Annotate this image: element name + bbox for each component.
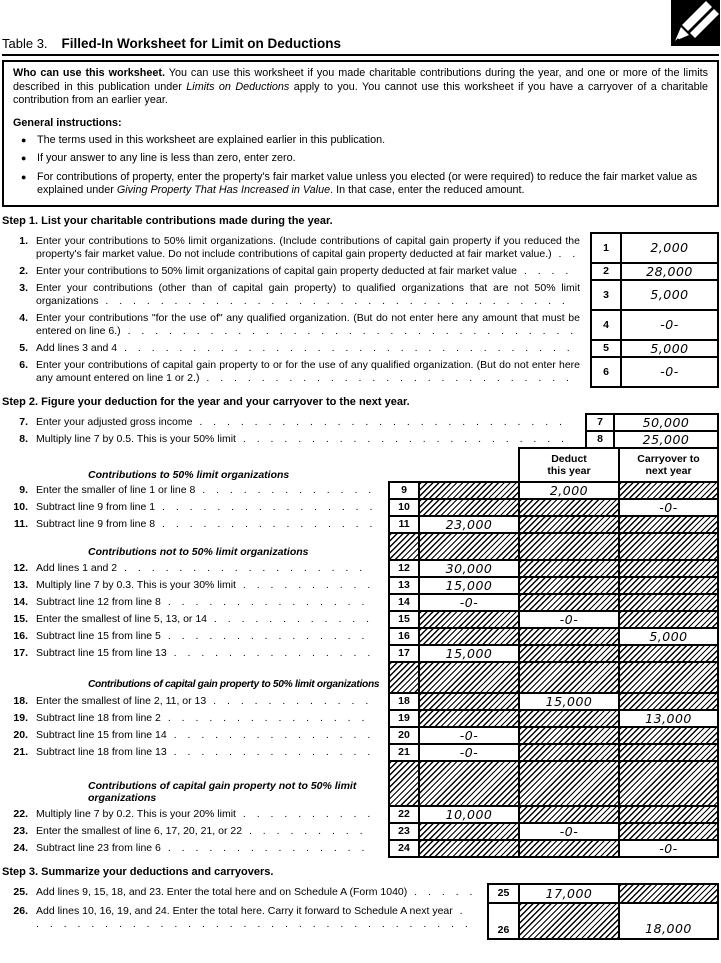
line-box-number: 19 [388, 709, 420, 728]
dot-leader: . . . . . . . . . . . . . . . . [155, 500, 377, 513]
line-box-number: 13 [388, 576, 420, 595]
line-10-carryover-value: -0- [618, 498, 719, 517]
hatched-cell [518, 760, 620, 807]
title-divider [2, 54, 719, 56]
line-number: 1. [19, 234, 28, 247]
dot-leader: . . . . . . . . . . . . . [195, 483, 376, 496]
bullet-item-2 [13, 152, 708, 166]
worksheet-line-4 [2, 309, 719, 341]
line-number: 11. [13, 517, 28, 530]
line-box-number: 12 [388, 559, 420, 578]
line-box-number: 22 [388, 805, 420, 824]
worksheet-line-25 [2, 883, 719, 904]
general-instructions-heading: General instructions: [13, 116, 122, 129]
line-box-number: 15 [388, 610, 420, 629]
line-number: 9. [19, 483, 28, 496]
line-16-carryover-value: 5,000 [618, 627, 719, 646]
subheading-cg-50: Contributions of capital gain property to 50% limit organizations [88, 679, 380, 690]
dot-leader: . . . . . . . . . . . . . . . [160, 841, 369, 854]
line-box-number: 3 [590, 279, 622, 311]
line-box-number: 14 [388, 593, 420, 612]
dot-leader: . . . . . . . . . . . . . . . [160, 629, 369, 642]
bullet-item-3 [13, 171, 708, 198]
dot-leader: . . . . . . . . . . . . [207, 612, 374, 625]
dot-leader: . . . . . . . . . . [235, 807, 375, 820]
section-spacer [2, 760, 719, 807]
worksheet-line-24 [2, 839, 719, 858]
who-can-use-lead: Who can use this worksheet. [13, 67, 165, 79]
hatched-cell [518, 532, 620, 561]
subheading-cg-50-container [2, 661, 388, 694]
line-number: 14. [13, 595, 28, 608]
table-label: Table 3. [2, 36, 48, 51]
bullet-text [37, 171, 708, 198]
line-text-content: Enter the smallest of line 5, 13, or 14 [36, 612, 208, 625]
line-box-number: 16 [388, 627, 420, 646]
line-text-content: Add lines 3 and 4 [36, 341, 118, 354]
line-8-value: 25,000 [613, 430, 719, 449]
line-number: 18. [13, 694, 28, 707]
dot-leader: . . . . . . . . . . . . . . . . . . . . . . . . [235, 432, 568, 445]
line-box-number: 5 [590, 339, 622, 358]
bullet-dot-icon: ● [21, 153, 27, 163]
page-title [2, 0, 719, 51]
line-22-amount-value: 10,000 [418, 805, 520, 824]
hatched-cell [518, 839, 620, 858]
hatched-cell [618, 532, 719, 561]
line-text [36, 232, 590, 264]
hatched-cell [618, 883, 719, 904]
line-number: 20. [13, 728, 28, 741]
dot-leader: . . . . . . . . . . . . . . . . . . [117, 561, 367, 574]
line-text-content: Enter your contributions "for the use of" any qualified organization. (But do not enter here any amount that must be entered on line 6.) [36, 311, 580, 337]
who-can-use-text: You can use this worksheet if you made charitable contributions during the year, and one or more of the limits described in this publication under [13, 67, 708, 93]
line-box-number: 18 [388, 692, 420, 711]
line-18-deduct-value: 15,000 [518, 692, 620, 711]
line-text-content: Subtract line 15 from line 5 [36, 629, 161, 642]
line-number: 21. [13, 745, 28, 758]
line-20-amount-value: -0- [418, 726, 520, 745]
line-text-content: Enter the smallest of line 2, 11, or 13 [36, 694, 207, 707]
hatched-cell [618, 661, 719, 694]
line-text-content: Subtract line 18 from line 13 [36, 745, 167, 758]
hatched-cell [618, 760, 719, 807]
line-number: 15. [13, 612, 28, 625]
line-box-number: 9 [388, 481, 420, 500]
dot-leader: . . . . . . . . . . . . . . . . . . . . . . . . . . . . . . . . . [120, 324, 578, 337]
line-number: 6. [19, 358, 28, 371]
hatched-cell [418, 760, 520, 807]
line-number: 4. [19, 311, 28, 324]
pencil-icon [671, 0, 720, 46]
who-can-use-paragraph [13, 67, 708, 108]
line-26-carryover-value: 18,000 [618, 902, 719, 940]
hatched-cell [518, 902, 620, 940]
line-11-amount-value: 23,000 [418, 515, 520, 534]
worksheet-line-26 [2, 902, 719, 940]
line-13-amount-value: 15,000 [418, 576, 520, 595]
line-text-content: Subtract line 12 from line 8 [36, 595, 161, 608]
line-number: 26. [13, 904, 28, 917]
line-25-deduct-value: 17,000 [518, 883, 620, 904]
deduct-this-year-header [518, 447, 620, 483]
line-box-number: 4 [590, 309, 622, 341]
line-2-value: 28,000 [620, 262, 719, 281]
section-spacer [2, 661, 719, 694]
dot-leader: . . . . . . . . . . . . . . . . . . . . . . . . . . . [192, 415, 566, 428]
line-number: 24. [13, 841, 28, 854]
line-text-content: Enter the smaller of line 1 or line 8 [36, 483, 196, 496]
line-text-content: Enter the smallest of line 6, 17, 20, 21, or 22 [36, 824, 243, 837]
line-number: 7. [19, 415, 28, 428]
header-line: Deduct [551, 452, 587, 465]
line-box-number: 11 [388, 515, 420, 534]
line-box-number: 25 [487, 883, 520, 904]
dot-leader: . . . . . [407, 885, 477, 898]
line-box-number: 26 [487, 902, 520, 940]
column-header-band [2, 447, 719, 483]
line-7-value: 50,000 [613, 413, 719, 432]
line-text [36, 356, 590, 388]
step1-heading: Step 1. List your charitable contributions made during the year. [2, 214, 333, 227]
line-number: 10. [13, 500, 28, 513]
who-can-use-text-2: apply to you. You cannot use this worksheet if you have a carryover of a charitable contribution from an earlier year. [13, 80, 708, 106]
worksheet-line-1 [2, 232, 719, 264]
subheading-not-50: Contributions not to 50% limit organizations [88, 546, 309, 558]
hatched-cell [518, 661, 620, 694]
line-9-deduct-value: 2,000 [518, 481, 620, 500]
line-number: 2. [19, 264, 28, 277]
dot-leader: . . . . . . . . . [242, 824, 367, 837]
subheading-cg-not-50-container [2, 760, 388, 807]
dot-leader: . . . . . . . . . . . . [206, 694, 373, 707]
line-text [36, 839, 388, 858]
hatched-cell [418, 661, 520, 694]
line-number: 17. [13, 646, 28, 659]
subheading-to-50-container [2, 447, 518, 483]
hatched-cell [418, 532, 520, 561]
bullet-dot-icon: ● [21, 171, 27, 182]
carryover-next-year-header [618, 447, 719, 483]
worksheet-line-6 [2, 356, 719, 388]
line-number: 25. [13, 885, 28, 898]
worksheet-line-3 [2, 279, 719, 311]
header-line: Carryover to [637, 452, 700, 465]
line-text-content: Subtract line 15 from line 14 [36, 728, 167, 741]
bullet-item-1 [13, 134, 708, 148]
line-number: 8. [19, 432, 28, 445]
dot-leader: . . . . . . . . . . . . . . . . . . . . . . . . . . . . . . . . . [117, 341, 574, 354]
step3-heading: Step 3. Summarize your deductions and carryovers. [2, 865, 274, 878]
line-text-content: Subtract line 23 from line 6 [36, 841, 161, 854]
line-17-amount-value: 15,000 [418, 644, 520, 663]
giving-property-ref: Giving Property That Has Increased in Value [116, 184, 331, 196]
line-text-content: Enter your contributions to 50% limit organizations of capital gain property deducted at fair market value [36, 264, 517, 277]
line-number: 16. [13, 629, 28, 642]
dot-leader: . . [551, 247, 580, 260]
line-box-number: 23 [388, 822, 420, 841]
line-box-number: 10 [388, 498, 420, 517]
dot-leader: . . . . . . . . . . [235, 578, 375, 591]
dot-leader: . . . . . . . . . . . . . . . . . . . . . . . . . . . [199, 371, 573, 384]
subheading-cg-not-50: Contributions of capital gain property not to 50% limit organizations [88, 779, 357, 804]
line-15-deduct-value: -0- [518, 610, 620, 629]
line-1-value: 2,000 [620, 232, 719, 264]
bullet-text: If your answer to any line is less than zero, enter zero. [37, 152, 296, 164]
dot-leader: . . . . . . . . . . . . . . . . . . . . . . . . . . . . . . . . . [36, 904, 472, 930]
line-text-content: Add lines 1 and 2 [36, 561, 118, 574]
bullet-text-post: . In that case, enter the reduced amount. [330, 184, 525, 196]
header-line: next year [645, 464, 692, 477]
dot-leader: . . . . . . . . . . . . . . . . [155, 517, 377, 530]
step2-table [2, 413, 719, 858]
line-19-carryover-value: 13,000 [618, 709, 719, 728]
header-line: this year [547, 464, 591, 477]
line-number: 3. [19, 281, 28, 294]
line-text-content: Add lines 9, 15, 18, and 23. Enter the total here and on Schedule A (Form 1040) [36, 885, 408, 898]
line-box-number: 1 [590, 232, 622, 264]
line-number: 13. [13, 578, 28, 591]
line-23-deduct-value: -0- [518, 822, 620, 841]
line-text-content: Enter your contributions (other than of capital gain property) to qualified organizations that are not 50% limit organizations [36, 281, 580, 307]
step3-table [2, 883, 719, 940]
bullet-text-pre: For contributions of property, enter the property's fair market value unless you elected (or were required) to reduce the fair market value as explained under [37, 170, 698, 196]
line-text [36, 902, 487, 940]
line-14-amount-value: -0- [418, 593, 520, 612]
limits-on-deductions-ref: Limits on Deductions [186, 80, 290, 93]
dot-leader: . . . . . . . . . . . . . . . [160, 595, 369, 608]
dot-leader: . . . . . . . . . . . . . . . [166, 728, 375, 741]
hatched-cell [388, 532, 420, 561]
line-text-content: Enter your contributions to 50% limit organizations. (Include contributions of capital gain property if you reduced the property's fair market value. Do not include contributions of capital gain property deducted at fair market value.) [36, 234, 580, 260]
line-text-content: Multiply line 7 by 0.3. This is your 30% limit [36, 578, 236, 591]
title-text: Filled-In Worksheet for Limit on Deductions [61, 36, 342, 51]
line-text [36, 883, 487, 904]
line-21-amount-value: -0- [418, 743, 520, 762]
line-box-number: 2 [590, 262, 622, 281]
dot-leader: . . . . [516, 264, 573, 277]
line-text-content: Subtract line 9 from line 1 [36, 500, 156, 513]
line-text-content: Enter your adjusted gross income [36, 415, 193, 428]
dot-leader: . . . . . . . . . . . . . . . [166, 745, 375, 758]
step1-table [2, 232, 719, 388]
bullet-dot-icon: ● [21, 134, 27, 145]
line-box-number: 24 [388, 839, 420, 858]
line-text [36, 309, 590, 341]
line-text-content: Enter your contributions of capital gain property to or for the use of any qualified organization. (But do not enter here any amount entered on line 1 or 2.) [36, 358, 580, 384]
line-number: 19. [13, 711, 28, 724]
line-text-content: Multiply line 7 by 0.5. This is your 50% limit [36, 432, 236, 445]
dot-leader: . . . . . . . . . . . . . . . . . . . . . . . . . . . . . . . . . . [98, 294, 569, 307]
line-box-number: 17 [388, 644, 420, 663]
line-box-number: 8 [585, 430, 615, 449]
dot-leader: . . . . . . . . . . . . . . . [160, 711, 369, 724]
line-5-value: 5,000 [620, 339, 719, 358]
line-3-value: 5,000 [620, 279, 719, 311]
intro-box [2, 60, 719, 207]
hatched-cell [418, 839, 520, 858]
line-number: 12. [13, 561, 28, 574]
line-12-amount-value: 30,000 [418, 559, 520, 578]
line-box-number: 6 [590, 356, 622, 388]
line-text-content: Multiply line 7 by 0.2. This is your 20% limit [36, 807, 236, 820]
line-box-number: 7 [585, 413, 615, 432]
subheading-to-50: Contributions to 50% limit organizations [88, 469, 290, 481]
line-box-number: 20 [388, 726, 420, 745]
line-6-value: -0- [620, 356, 719, 388]
line-text-content: Subtract line 15 from line 13 [36, 646, 167, 659]
hatched-cell [388, 661, 420, 694]
dot-leader: . . . . . . . . . . . . . . . [166, 646, 375, 659]
line-text-content: Subtract line 9 from line 8 [36, 517, 156, 530]
subheading-not-50-container [2, 532, 388, 561]
line-24-carryover-value: -0- [618, 839, 719, 858]
hatched-cell [388, 760, 420, 807]
line-text [36, 279, 590, 311]
line-text-content: Subtract line 18 from line 2 [36, 711, 161, 724]
step2-heading: Step 2. Figure your deduction for the year and your carryover to the next year. [2, 395, 410, 408]
line-box-number: 21 [388, 743, 420, 762]
line-4-value: -0- [620, 309, 719, 341]
line-text-content: Add lines 10, 16, 19, and 24. Enter the total here. Carry it forward to Schedule A next year [36, 904, 453, 917]
line-number: 22. [13, 807, 28, 820]
bullet-text: The terms used in this worksheet are explained earlier in this publication. [37, 133, 386, 146]
line-number: 5. [19, 341, 28, 354]
line-number: 23. [13, 824, 28, 837]
section-spacer [2, 532, 719, 561]
